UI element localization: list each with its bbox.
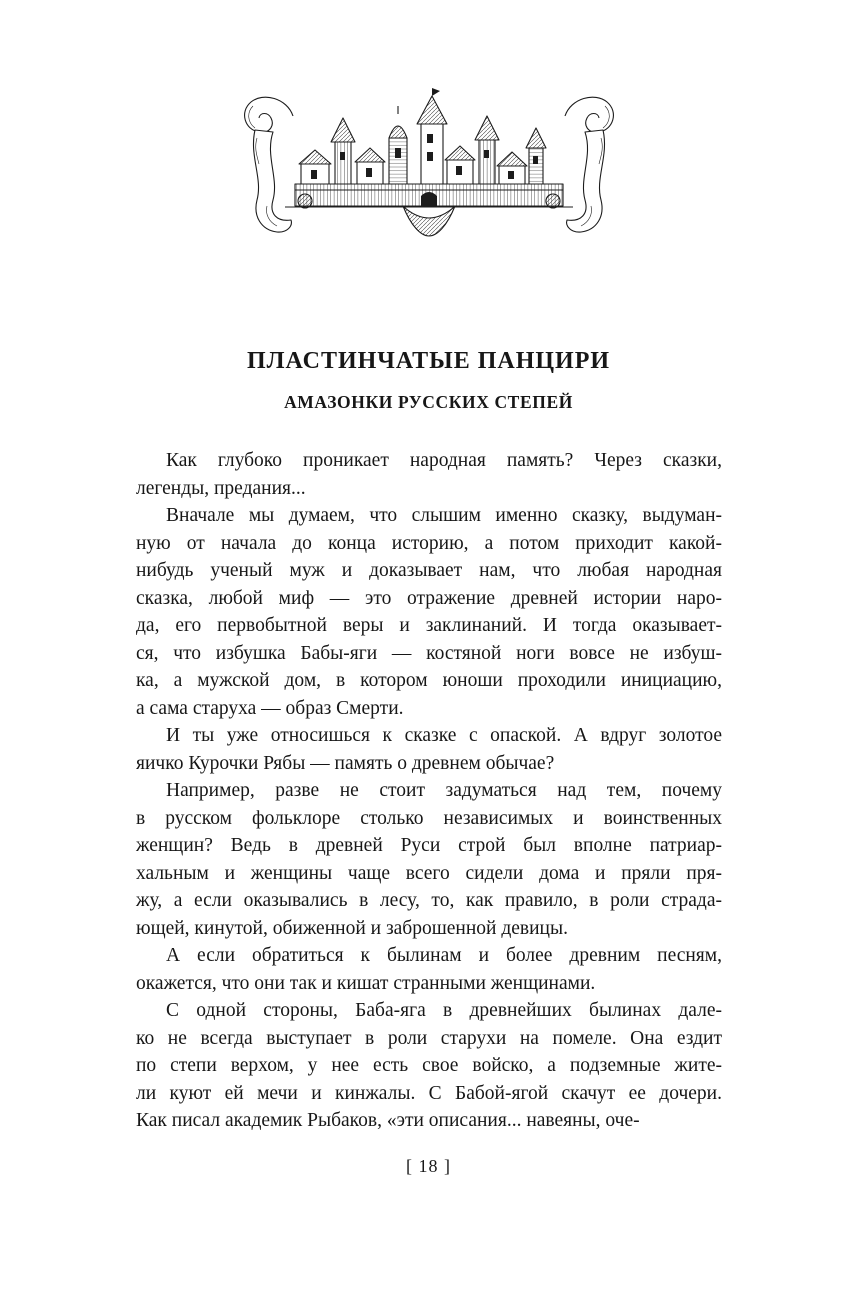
text-line: ную от начала до конца историю, а потом приходит какой- xyxy=(136,532,722,554)
text-line: окажется, что они так и кишат странными женщинами. xyxy=(136,972,596,994)
text-line: ка, а мужской дом, в котором юноши проходили инициацию, xyxy=(136,670,722,691)
text-line: А если обратиться к былинам и более древним песням, xyxy=(166,945,722,966)
left-scroll xyxy=(244,97,292,232)
paragraph xyxy=(136,777,722,942)
page-number: [ 18 ] xyxy=(406,1156,451,1176)
text-line: ли куют ей мечи и кинжалы. С Бабой-ягой скачут ее дочери. xyxy=(136,1082,722,1104)
right-scroll xyxy=(565,97,613,232)
text-line: Как глубоко проникает народная память? Через сказки, xyxy=(166,450,722,471)
text-line: яичко Курочки Рябы — память о древнем обычае? xyxy=(136,752,555,774)
text-line: ко не всегда выступает в роли старухи на помеле. Она ездит xyxy=(136,1027,722,1049)
paragraph xyxy=(136,722,722,777)
text-line: И ты уже относишься к сказке с опаской. А вдруг золотое xyxy=(166,725,722,746)
text-line: Вначале мы думаем, что слышим именно сказку, выдуман- xyxy=(166,505,722,526)
text-line: ющей, кинутой, обиженной и заброшенной девицы. xyxy=(136,917,568,939)
text-line: по степи верхом, у нее есть свое войско, а подземные жите- xyxy=(136,1055,722,1076)
text-line: женщин? Ведь в древней Руси строй был вполне патриар- xyxy=(136,835,722,856)
text-line: Как писал академик Рыбаков, «эти описания... навеяны, оче- xyxy=(136,1110,640,1131)
town-engraving-icon xyxy=(227,86,631,246)
chapter-subtitle: АМАЗОНКИ РУССКИХ СТЕПЕЙ xyxy=(284,392,573,412)
text-line: нибудь ученый муж и доказывает нам, что любая народная xyxy=(136,560,722,581)
town-wall xyxy=(285,184,573,207)
text-line: ся, что избушка Бабы-яги — костяной ноги вовсе не избуш- xyxy=(136,642,722,664)
town-skyline xyxy=(299,88,546,184)
text-line: Например, разве не стоит задуматься над тем, почему xyxy=(166,780,722,801)
text-line: С одной стороны, Баба-яга в древнейших былинах дале- xyxy=(166,1000,722,1021)
text-line: да, его первобытной веры и заклинаний. И тогда оказывает- xyxy=(136,615,722,636)
paragraph xyxy=(136,942,722,997)
header-illustration xyxy=(227,86,631,246)
paragraph xyxy=(136,997,722,1135)
chapter-title: ПЛАСТИНЧАТЫЕ ПАНЦИРИ xyxy=(246,348,611,374)
paragraph xyxy=(136,502,722,722)
text-line: хальным и женщины чаще всего сидели дома и пряли пря- xyxy=(136,862,722,884)
text-line: в русском фольклоре столько независимых и воинственных xyxy=(136,807,722,829)
paragraph xyxy=(136,447,722,502)
center-drape xyxy=(403,206,455,236)
text-line: легенды, предания... xyxy=(136,477,306,499)
text-line: жу, а если оказывались в лесу, то, как правило, в роли страда- xyxy=(136,890,722,911)
text-line: а сама старуха — образ Смерти. xyxy=(136,697,404,719)
text-line: сказка, любой миф — это отражение древней истории наро- xyxy=(136,587,722,609)
body-text xyxy=(136,447,722,1135)
